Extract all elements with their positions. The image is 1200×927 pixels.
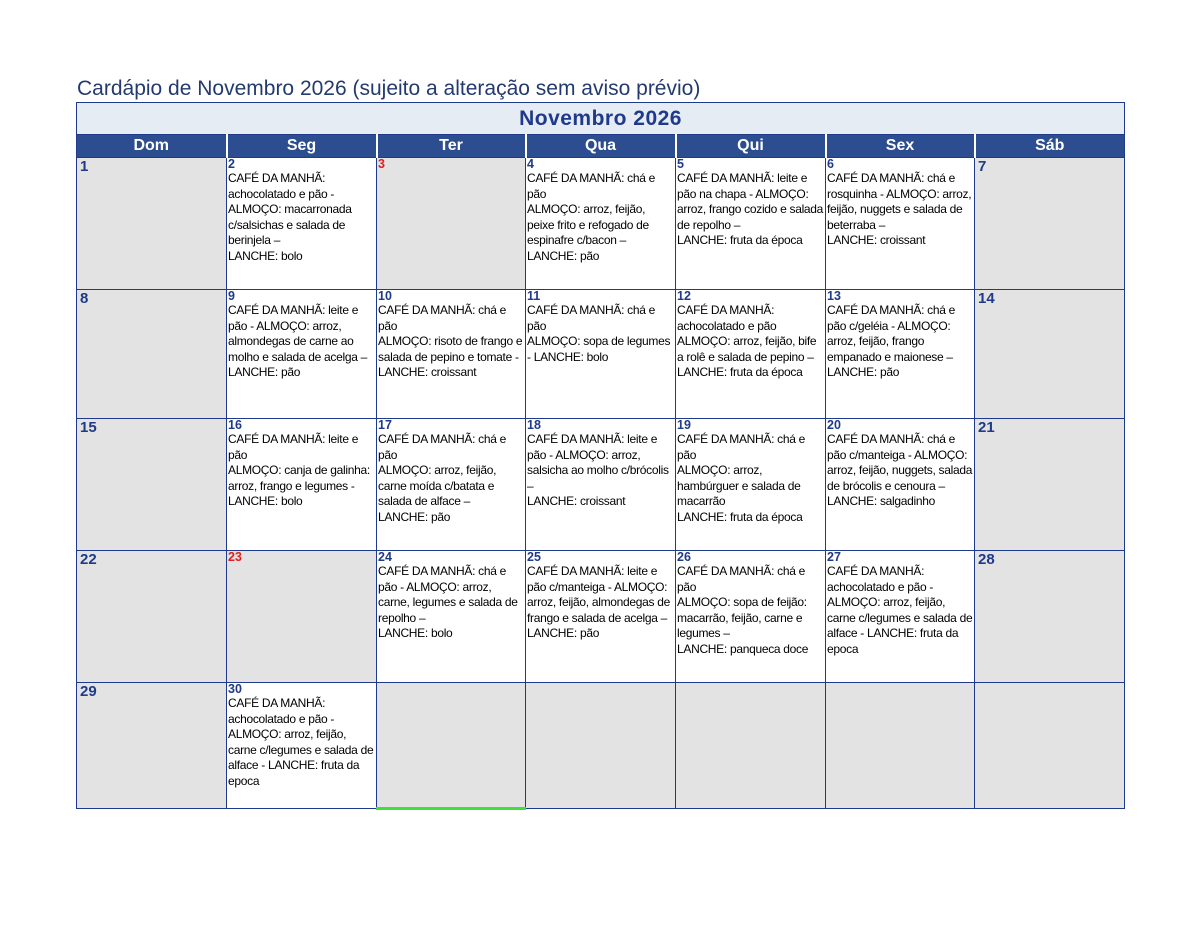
month-header: Novembro 2026 (77, 103, 1125, 135)
calendar-day-cell (526, 419, 676, 551)
menu-text (676, 171, 825, 249)
calendar-day-cell (227, 419, 377, 551)
calendar-blank-cell (526, 683, 676, 809)
menu-line: CAFÉ DA MANHÃ: chá e pão c/geléia - ALMOÇO: arroz, feijão, frango empanado e maionese – (827, 303, 956, 364)
menu-line: CAFÉ DA MANHÃ: chá e pão (527, 303, 656, 333)
menu-line: LANCHE: fruta da época (677, 233, 803, 247)
menu-line: CAFÉ DA MANHÃ: chá e rosquinha - ALMOÇO: arroz, feijão, nuggets e salada de beterraba – (827, 171, 972, 232)
day-number: 19 (677, 418, 691, 432)
menu-line: CAFÉ DA MANHÃ: chá e pão (527, 171, 656, 201)
weekday-tuesday: Ter (377, 135, 526, 158)
menu-line: ALMOÇO: arroz, feijão, carne moída c/batata e salada de alface – (378, 463, 497, 508)
menu-line: ALMOÇO: risoto de frango e salada de pepino e tomate - LANCHE: croissant (378, 334, 523, 379)
calendar-day-cell (227, 158, 377, 290)
calendar-day-cell (526, 158, 676, 290)
menu-text (377, 564, 525, 642)
day-number: 25 (527, 550, 541, 564)
day-number: 13 (827, 289, 841, 303)
calendar-day-cell (227, 290, 377, 419)
menu-text (526, 432, 675, 510)
day-number: 18 (527, 418, 541, 432)
menu-text (526, 171, 675, 264)
weekday-monday: Seg (227, 135, 377, 158)
day-number: 10 (378, 289, 392, 303)
calendar-blank-cell (826, 683, 975, 809)
menu-line: LANCHE: panqueca doce (677, 641, 809, 656)
menu-line: CAFÉ DA MANHÃ: leite e pão - ALMOÇO: arroz, salsicha ao molho c/brócolis – (527, 432, 669, 493)
calendar-day-cell (676, 551, 826, 683)
menu-line: CAFÉ DA MANHÃ: achocolatado e pão - ALMOÇO: macarronada c/salsichas e salada de berinjela – (228, 171, 352, 247)
menu-line: CAFÉ DA MANHÃ: leite e pão (228, 432, 359, 462)
calendar-day-cell (526, 290, 676, 419)
menu-line: CAFÉ DA MANHÃ: achocolatado e pão (677, 303, 777, 333)
menu-line: ALMOÇO: arroz, feijão, bife a rolê e salada de pepino – (677, 334, 817, 364)
calendar-blank-cell (676, 683, 826, 809)
calendar-week-row (77, 419, 1125, 551)
calendar-day-cell (377, 290, 526, 419)
menu-text (826, 171, 974, 249)
menu-line: ALMOÇO: arroz, feijão, peixe frito e refogado de espinafre c/bacon – (527, 202, 649, 247)
calendar-week-row (77, 158, 1125, 290)
page-title: Cardápio de Novembro 2026 (sujeito a alteração sem aviso prévio) (77, 77, 701, 100)
calendar-day-cell (227, 551, 377, 683)
day-number: 22 (80, 551, 97, 568)
calendar-day-cell (227, 683, 377, 809)
day-number: 7 (978, 158, 987, 175)
day-number: 4 (527, 157, 534, 171)
menu-line: LANCHE: fruta da época (677, 509, 803, 524)
menu-line: CAFÉ DA MANHÃ: chá e pão c/manteiga - ALMOÇO: arroz, feijão, nuggets, salada de brócolis e cenoura – (827, 432, 973, 493)
day-number: 9 (228, 289, 235, 303)
weekday-sunday: Dom (77, 135, 227, 158)
menu-line: ALMOÇO: sopa de feijão: macarrão, feijão, carne e legumes – (677, 595, 807, 640)
calendar-day-cell (975, 551, 1125, 683)
calendar-day-cell (377, 158, 526, 290)
menu-line: LANCHE: pão (527, 248, 600, 263)
menu-text (826, 432, 974, 510)
menu-text (676, 564, 825, 657)
menu-text (826, 564, 974, 657)
menu-line: CAFÉ DA MANHÃ: chá e pão - ALMOÇO: arroz, carne, legumes e salada de repolho – (378, 564, 518, 625)
day-number: 12 (677, 289, 691, 303)
day-number: 8 (80, 290, 89, 307)
day-number: 5 (677, 157, 684, 171)
calendar-day-cell (676, 419, 826, 551)
calendar-day-cell (826, 158, 975, 290)
calendar-day-cell (826, 290, 975, 419)
day-number: 23 (228, 550, 242, 564)
menu-text (676, 303, 825, 381)
calendar-blank-cell (975, 683, 1125, 809)
menu-line: LANCHE: fruta da época (677, 365, 803, 379)
calendar-week-row (77, 683, 1125, 809)
calendar-day-cell (77, 551, 227, 683)
calendar-day-cell (975, 419, 1125, 551)
menu-text (526, 303, 675, 365)
day-number: 29 (80, 683, 97, 700)
calendar-day-cell (975, 290, 1125, 419)
calendar-day-cell (826, 419, 975, 551)
menu-line: CAFÉ DA MANHÃ: chá e pão (378, 432, 507, 462)
menu-line: LANCHE: pão (378, 509, 451, 524)
menu-text (377, 432, 525, 525)
day-number: 1 (80, 158, 89, 175)
menu-text (227, 171, 376, 264)
weekday-friday: Sex (826, 135, 975, 158)
menu-text (227, 696, 376, 789)
menu-line: ALMOÇO: arroz, hambúrguer e salada de macarrão (677, 463, 801, 508)
calendar-table (76, 102, 1125, 810)
menu-line: ALMOÇO: canja de galinha: arroz, frango e legumes - LANCHE: bolo (228, 463, 370, 508)
day-number: 24 (378, 550, 392, 564)
menu-text (227, 432, 376, 510)
menu-line: LANCHE: bolo (378, 626, 453, 640)
weekday-wednesday: Qua (526, 135, 676, 158)
menu-line: CAFÉ DA MANHÃ: leite e pão na chapa - ALMOÇO: arroz, frango cozido e salada de repolho – (677, 171, 824, 232)
menu-line: CAFÉ DA MANHÃ: chá e pão (677, 564, 806, 594)
menu-line: CAFÉ DA MANHÃ: chá e pão (677, 432, 806, 462)
day-number: 20 (827, 418, 841, 432)
day-number: 6 (827, 157, 834, 171)
menu-text (526, 564, 675, 642)
day-number: 16 (228, 418, 242, 432)
menu-text (227, 303, 376, 381)
calendar-day-cell (77, 158, 227, 290)
day-number: 14 (978, 290, 995, 307)
menu-line: CAFÉ DA MANHÃ: leite e pão c/manteiga - ALMOÇO: arroz, feijão, almondegas de frango e salada de acelga – (527, 564, 671, 625)
menu-line: CAFÉ DA MANHÃ: achocolatado e pão - ALMOÇO: arroz, feijão, carne c/legumes e salada de alface - LANCHE: fruta da epoca (228, 696, 374, 788)
calendar-day-cell (526, 551, 676, 683)
calendar-day-cell (676, 290, 826, 419)
menu-line: CAFÉ DA MANHÃ: achocolatado e pão - ALMOÇO: arroz, feijão, carne c/legumes e salada de alface - LANCHE: fruta da epoca (827, 564, 973, 656)
menu-text (826, 303, 974, 381)
day-number: 27 (827, 550, 841, 564)
day-number: 2 (228, 157, 235, 171)
day-number: 30 (228, 682, 242, 696)
calendar-week-row (77, 551, 1125, 683)
calendar-day-cell (676, 158, 826, 290)
day-number: 28 (978, 551, 995, 568)
weekday-saturday: Sáb (975, 135, 1125, 158)
menu-text (377, 303, 525, 381)
calendar-day-cell (975, 158, 1125, 290)
menu-line: CAFÉ DA MANHÃ: chá e pão (378, 303, 507, 333)
calendar-day-cell (77, 683, 227, 809)
menu-line: LANCHE: pão (827, 365, 900, 379)
day-number: 17 (378, 418, 392, 432)
calendar-day-cell (377, 419, 526, 551)
day-number: 21 (978, 419, 995, 436)
menu-line: LANCHE: croissant (827, 233, 926, 247)
menu-line: LANCHE: croissant (527, 494, 626, 508)
calendar-day-cell (826, 551, 975, 683)
weekday-thursday: Qui (676, 135, 826, 158)
calendar-day-cell (77, 419, 227, 551)
menu-line: LANCHE: pão (527, 626, 600, 640)
menu-text (676, 432, 825, 525)
menu-line: LANCHE: pão (228, 365, 301, 379)
menu-line: LANCHE: bolo (228, 248, 303, 263)
menu-line: CAFÉ DA MANHÃ: leite e pão - ALMOÇO: arroz, almondegas de carne ao molho e salada de acelga – (228, 303, 367, 364)
menu-line: LANCHE: salgadinho (827, 494, 935, 508)
day-number: 15 (80, 419, 97, 436)
calendar-week-row (77, 290, 1125, 419)
menu-line: ALMOÇO: sopa de legumes - LANCHE: bolo (527, 334, 671, 364)
day-number: 26 (677, 550, 691, 564)
calendar-day-cell (377, 551, 526, 683)
calendar-day-cell (77, 290, 227, 419)
calendar-blank-cell (377, 683, 526, 809)
day-number: 11 (527, 289, 541, 303)
day-number: 3 (378, 157, 385, 171)
